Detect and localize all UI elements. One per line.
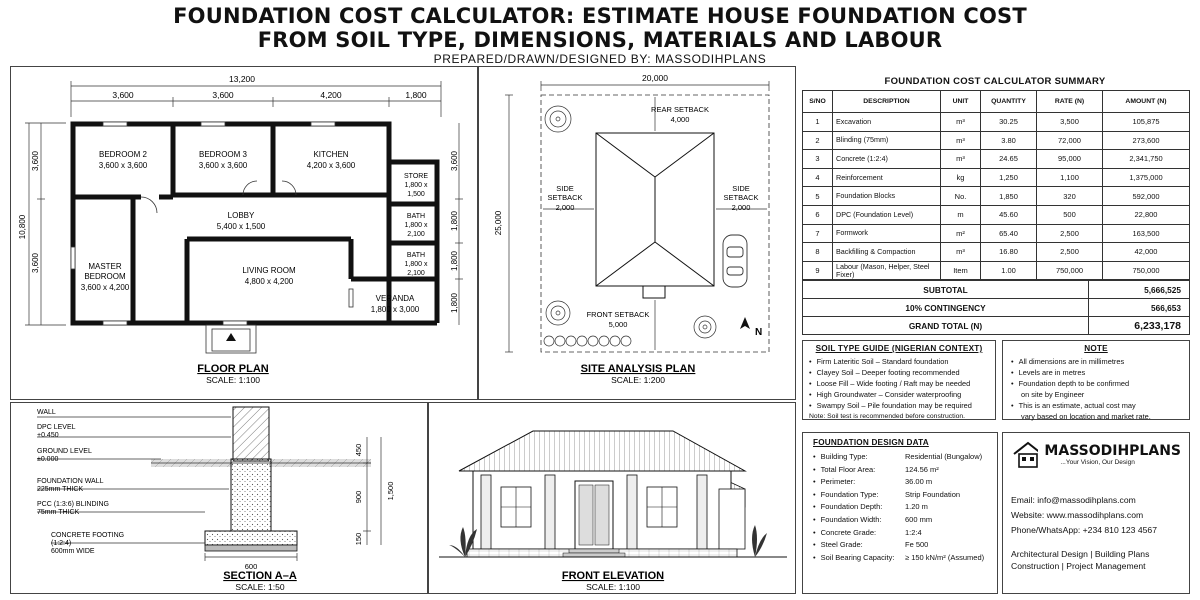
page-title-line-1: FOUNDATION COST CALCULATOR: ESTIMATE HOUSE FOUNDATION COST	[173, 4, 1027, 28]
design-data-key: • Foundation Width:	[813, 514, 905, 527]
table-row	[803, 205, 1190, 224]
brand-header	[1011, 439, 1181, 469]
floor-plan-panel	[10, 66, 478, 400]
table-cell: 30.25	[981, 113, 1037, 132]
table-cell: 3.80	[981, 131, 1037, 150]
table-cell: Foundation Blocks	[833, 187, 941, 206]
dim-seg-1: 3,600	[112, 90, 134, 100]
dim-right-4: 1,800	[450, 292, 459, 314]
contact-website: Website: www.massodihplans.com	[1011, 510, 1144, 520]
svg-text:1,800 x 3,000: 1,800 x 3,000	[370, 305, 420, 314]
design-data-value: Strip Foundation	[905, 489, 961, 499]
table-cell: 6	[803, 205, 833, 224]
contingency-value: 566,653	[1089, 299, 1190, 317]
table-cell: Concrete (1:2:4)	[833, 150, 941, 169]
section-geometry	[151, 407, 371, 551]
svg-text:600mm WIDE: 600mm WIDE	[51, 548, 95, 555]
table-row	[803, 131, 1190, 150]
table-row	[803, 261, 1190, 280]
house-roof-plan	[596, 133, 714, 298]
soil-guide-box	[802, 340, 996, 420]
table-cell: 16.80	[981, 243, 1037, 262]
section-labels	[37, 409, 124, 555]
table-cell: 2	[803, 131, 833, 150]
svg-text:5,000: 5,000	[608, 320, 628, 329]
table-cell: 750,000	[1037, 261, 1103, 280]
svg-text:2,000: 2,000	[555, 203, 575, 212]
list-item: • Swampy Soil – Pile foundation may be required	[809, 400, 989, 411]
svg-text:KITCHEN: KITCHEN	[313, 150, 349, 159]
subtotal-value: 5,666,525	[1089, 281, 1190, 299]
table-cell: 72,000	[1037, 131, 1103, 150]
list-item-continued: vary based on location and market rate.	[1021, 412, 1151, 421]
table-row	[803, 168, 1190, 187]
svg-text:3,600 x 4,200: 3,600 x 4,200	[80, 283, 130, 292]
svg-text:225mm THICK: 225mm THICK	[37, 486, 84, 493]
table-cell: 22,800	[1103, 205, 1190, 224]
table-cell: 65.40	[981, 224, 1037, 243]
svg-text:BEDROOM 3: BEDROOM 3	[198, 150, 248, 159]
svg-text:LIVING ROOM: LIVING ROOM	[242, 266, 296, 275]
design-data-row	[813, 527, 987, 540]
table-cell: 163,500	[1103, 224, 1190, 243]
svg-text:900: 900	[354, 490, 363, 504]
design-data-value: Residential (Bungalow)	[905, 452, 983, 461]
design-data-row	[813, 451, 987, 464]
table-cell: 1,100	[1037, 168, 1103, 187]
table-cell: 95,000	[1037, 150, 1103, 169]
svg-text:1,800 x: 1,800 x	[404, 182, 428, 189]
design-data-value: Fe 500	[905, 540, 929, 550]
table-cell: kg	[941, 168, 981, 187]
design-data-value: 1:2:4	[905, 527, 922, 537]
table-cell: Backfilling & Compaction	[833, 243, 941, 262]
front-elevation-drawing	[429, 403, 797, 595]
design-data-key: • Total Floor Area:	[813, 464, 905, 477]
design-data-value: 600 mm	[905, 514, 933, 524]
svg-text:SETBACK: SETBACK	[723, 193, 759, 202]
dim-right-3: 1,800	[450, 250, 459, 272]
elevation-geometry	[439, 431, 787, 557]
contact-phone: Phone/WhatsApp: +234 810 123 4567	[1011, 525, 1157, 535]
table-cell: Item	[941, 261, 981, 280]
table-cell: 3	[803, 150, 833, 169]
page-title-line-2: FROM SOIL TYPE, DIMENSIONS, MATERIALS AND LABOUR	[257, 28, 943, 52]
table-cell: Excavation	[833, 113, 941, 132]
list-item: • Foundation depth to be confirmed	[1011, 378, 1181, 389]
notes-box	[1002, 340, 1190, 420]
design-data-list	[813, 451, 987, 564]
table-cell: m³	[941, 113, 981, 132]
plant-icon	[752, 525, 767, 557]
design-data-key: • Steel Grade:	[813, 539, 905, 552]
table-row	[803, 243, 1190, 262]
table-cell: 45.60	[981, 205, 1037, 224]
house-logo-icon	[1011, 439, 1038, 469]
svg-text:CONCRETE FOOTING: CONCRETE FOOTING	[51, 532, 125, 539]
list-item: • Clayey Soil – Deeper footing recommended	[809, 367, 989, 378]
design-data-key: • Building Type:	[813, 451, 905, 464]
table-cell: DPC (Foundation Level)	[833, 205, 941, 224]
table-cell: 9	[803, 261, 833, 280]
svg-text:2,100: 2,100	[407, 270, 425, 277]
svg-text:BEDROOM 2: BEDROOM 2	[98, 150, 148, 159]
svg-text:FRONT SETBACK: FRONT SETBACK	[586, 310, 650, 319]
services-line-1: Architectural Design | Building Plans	[1011, 549, 1150, 559]
site-plan-scale: SCALE: 1:200	[611, 375, 665, 385]
list-item: • This is an estimate, actual cost may	[1011, 400, 1181, 411]
design-data-key: • Soil Bearing Capacity:	[813, 552, 905, 565]
section-title: SECTION A–A	[223, 570, 297, 582]
svg-text:1,800 x: 1,800 x	[404, 222, 428, 229]
soil-guide-list	[809, 356, 989, 411]
table-row	[803, 113, 1190, 132]
table-cell: 1	[803, 113, 833, 132]
site-plan-title: SITE ANALYSIS PLAN	[580, 363, 696, 375]
table-cell: 1,250	[981, 168, 1037, 187]
svg-text:BEDROOM: BEDROOM	[84, 272, 126, 281]
svg-text:600: 600	[244, 562, 258, 571]
svg-text:DPC LEVEL: DPC LEVEL	[37, 424, 76, 431]
floor-plan-drawing	[11, 67, 479, 401]
design-data-row	[813, 539, 987, 552]
table-cell: 273,600	[1103, 131, 1190, 150]
dim-total-height: 10,800	[18, 214, 27, 240]
soil-note: Note: Soil test is recommended before construction.	[809, 413, 966, 420]
table-cell: 1,375,000	[1103, 168, 1190, 187]
table-cell: 8	[803, 243, 833, 262]
site-dim-width: 20,000	[642, 73, 668, 83]
table-cell: 2,500	[1037, 243, 1103, 262]
design-data-title: FOUNDATION DESIGN DATA	[813, 438, 929, 447]
design-data-value: 1.20 m	[905, 502, 928, 512]
svg-text:4,800 x 4,200: 4,800 x 4,200	[244, 277, 294, 286]
soil-guide-title: SOIL TYPE GUIDE (NIGERIAN CONTEXT)	[815, 344, 983, 353]
dim-seg-2: 3,600	[212, 90, 234, 100]
contact-email: Email: info@massodihplans.com	[1011, 495, 1136, 505]
dim-total-width: 13,200	[229, 74, 255, 84]
car-icon	[723, 235, 747, 287]
design-data-key: • Concrete Grade:	[813, 527, 905, 540]
table-cell: 3,500	[1037, 113, 1103, 132]
table-row	[803, 224, 1190, 243]
brand-tagline: ...Your Vision, Our Design	[1060, 458, 1135, 466]
table-cell: Labour (Mason, Helper, Steel Fixer)	[833, 261, 941, 280]
site-plan-panel	[478, 66, 796, 400]
table-cell: 500	[1037, 205, 1103, 224]
table-cell: Reinforcement	[833, 168, 941, 187]
design-data-row	[813, 464, 987, 477]
table-cell: 1,850	[981, 187, 1037, 206]
dim-seg-3: 4,200	[320, 90, 342, 100]
design-data-value: ≥ 150 kN/m² (Assumed)	[905, 552, 985, 562]
svg-text:GROUND LEVEL: GROUND LEVEL	[37, 448, 92, 455]
cost-summary-table	[802, 90, 1190, 280]
list-item: • Firm Lateritic Soil – Standard foundation	[809, 356, 989, 367]
design-data-row	[813, 552, 987, 565]
dim-left-1: 3,600	[31, 150, 40, 172]
dim-seg-4: 1,800	[405, 90, 427, 100]
svg-text:SETBACK: SETBACK	[547, 193, 583, 202]
table-cell: 7	[803, 224, 833, 243]
table-cell: m²	[941, 224, 981, 243]
hedge-icon	[544, 336, 631, 346]
svg-text:2,000: 2,000	[731, 203, 751, 212]
list-item: • All dimensions are in millimetres	[1011, 356, 1181, 367]
dim-left-2: 3,600	[31, 252, 40, 274]
svg-text:1,800 x: 1,800 x	[404, 261, 428, 268]
elevation-panel	[428, 402, 796, 594]
svg-text:1,500: 1,500	[386, 481, 395, 501]
table-cell: 42,000	[1103, 243, 1190, 262]
table-cell: 1.00	[981, 261, 1037, 280]
design-data-row	[813, 501, 987, 514]
list-item-continued: on site by Engineer	[1021, 390, 1085, 399]
design-data-value: 124.56 m²	[905, 464, 939, 474]
svg-text:3,600 x 3,600: 3,600 x 3,600	[198, 161, 248, 170]
svg-text:MASTER: MASTER	[88, 262, 122, 271]
table-cell: 4	[803, 168, 833, 187]
svg-text:FOUNDATION WALL: FOUNDATION WALL	[37, 478, 104, 485]
svg-text:BATH: BATH	[406, 213, 426, 220]
table-cell: 5	[803, 187, 833, 206]
elevation-title: FRONT ELEVATION	[561, 570, 665, 582]
svg-text:75mm THICK: 75mm THICK	[37, 509, 80, 516]
section-drawing	[11, 403, 429, 595]
svg-text:LOBBY: LOBBY	[227, 211, 255, 220]
svg-text:450: 450	[354, 443, 363, 457]
design-data-box	[802, 432, 998, 594]
table-cell: No.	[941, 187, 981, 206]
table-cell: m³	[941, 150, 981, 169]
summary-title: FOUNDATION COST CALCULATOR SUMMARY	[884, 76, 1106, 87]
svg-text:REAR SETBACK: REAR SETBACK	[651, 105, 709, 114]
floor-plan-title: FLOOR PLAN	[197, 363, 269, 375]
north-arrow-icon	[740, 317, 762, 338]
svg-text:±0.000: ±0.000	[37, 456, 59, 463]
table-cell: Formwork	[833, 224, 941, 243]
table-cell: 105,875	[1103, 113, 1190, 132]
design-data-key: • Foundation Depth:	[813, 501, 905, 514]
design-data-key: • Foundation Type:	[813, 489, 905, 502]
svg-text:SIDE: SIDE	[556, 184, 574, 193]
svg-text:PCC (1:3:6) BLINDING: PCC (1:3:6) BLINDING	[37, 501, 109, 508]
svg-text:WALL: WALL	[37, 409, 56, 416]
brand-box	[1002, 432, 1190, 594]
site-dim-height: 25,000	[494, 210, 503, 236]
svg-text:1,500: 1,500	[407, 191, 425, 198]
svg-text:N: N	[755, 327, 763, 338]
site-plan-drawing	[479, 67, 797, 401]
table-cell: m³	[941, 131, 981, 150]
svg-text:4,200 x 3,600: 4,200 x 3,600	[306, 161, 356, 170]
floor-plan-scale: SCALE: 1:100	[206, 375, 260, 385]
svg-text:SIDE: SIDE	[732, 184, 750, 193]
contact-info	[1011, 493, 1181, 538]
section-panel	[10, 402, 428, 594]
section-scale: SCALE: 1:50	[235, 582, 285, 592]
table-cell: 2,500	[1037, 224, 1103, 243]
totals-table	[802, 280, 1190, 335]
table-cell: 750,000	[1103, 261, 1190, 280]
table-cell: 320	[1037, 187, 1103, 206]
table-cell: 2,341,750	[1103, 150, 1190, 169]
grand-total-label: GRAND TOTAL (N)	[803, 317, 1089, 335]
services	[1011, 548, 1181, 572]
notes-list	[1011, 356, 1181, 422]
design-data-row	[813, 514, 987, 527]
prepared-by: PREPARED/DRAWN/DESIGNED BY: MASSODIHPLANS	[433, 52, 767, 66]
contingency-label: 10% CONTINGENCY	[803, 299, 1089, 317]
table-cell: 24.65	[981, 150, 1037, 169]
svg-text:3,600 x 3,600: 3,600 x 3,600	[98, 161, 148, 170]
svg-text:4,000: 4,000	[670, 115, 690, 124]
services-line-2: Construction | Project Management	[1011, 561, 1146, 571]
table-cell: Blinding (75mm)	[833, 131, 941, 150]
entry-arrow-icon	[226, 333, 236, 341]
design-data-row	[813, 489, 987, 502]
notes-title: NOTE	[1084, 344, 1108, 353]
svg-text:5,400 x 1,500: 5,400 x 1,500	[216, 222, 266, 231]
table-cell: 592,000	[1103, 187, 1190, 206]
grand-total-value: 6,233,178	[1089, 317, 1190, 335]
design-data-key: • Perimeter:	[813, 476, 905, 489]
table-header-row: S/NO DESCRIPTION UNIT QUANTITY RATE (N) AMOUNT (N)	[803, 91, 1190, 113]
brand-name: MASSODIHPLANS	[1044, 442, 1181, 459]
svg-text:150: 150	[354, 532, 363, 546]
table-row	[803, 187, 1190, 206]
table-row	[803, 150, 1190, 169]
list-item: • High Groundwater – Consider waterproofing	[809, 389, 989, 400]
svg-text:VERANDA: VERANDA	[375, 294, 415, 303]
list-item: • Loose Fill – Wide footing / Raft may be needed	[809, 378, 989, 389]
svg-text:+0.450: +0.450	[37, 432, 59, 439]
subtotal-label: SUBTOTAL	[803, 281, 1089, 299]
svg-text:2,100: 2,100	[407, 231, 425, 238]
table-cell: m	[941, 205, 981, 224]
svg-text:STORE: STORE	[404, 173, 428, 180]
dim-right-1: 3,600	[450, 150, 459, 172]
svg-text:BATH: BATH	[406, 252, 426, 259]
list-item: • Levels are in metres	[1011, 367, 1181, 378]
elevation-scale: SCALE: 1:100	[586, 582, 640, 592]
svg-text:(1:2:4): (1:2:4)	[51, 540, 72, 547]
design-data-row	[813, 476, 987, 489]
dim-right-2: 1,800	[450, 210, 459, 232]
table-cell: m³	[941, 243, 981, 262]
design-data-value: 36.00 m	[905, 477, 933, 487]
